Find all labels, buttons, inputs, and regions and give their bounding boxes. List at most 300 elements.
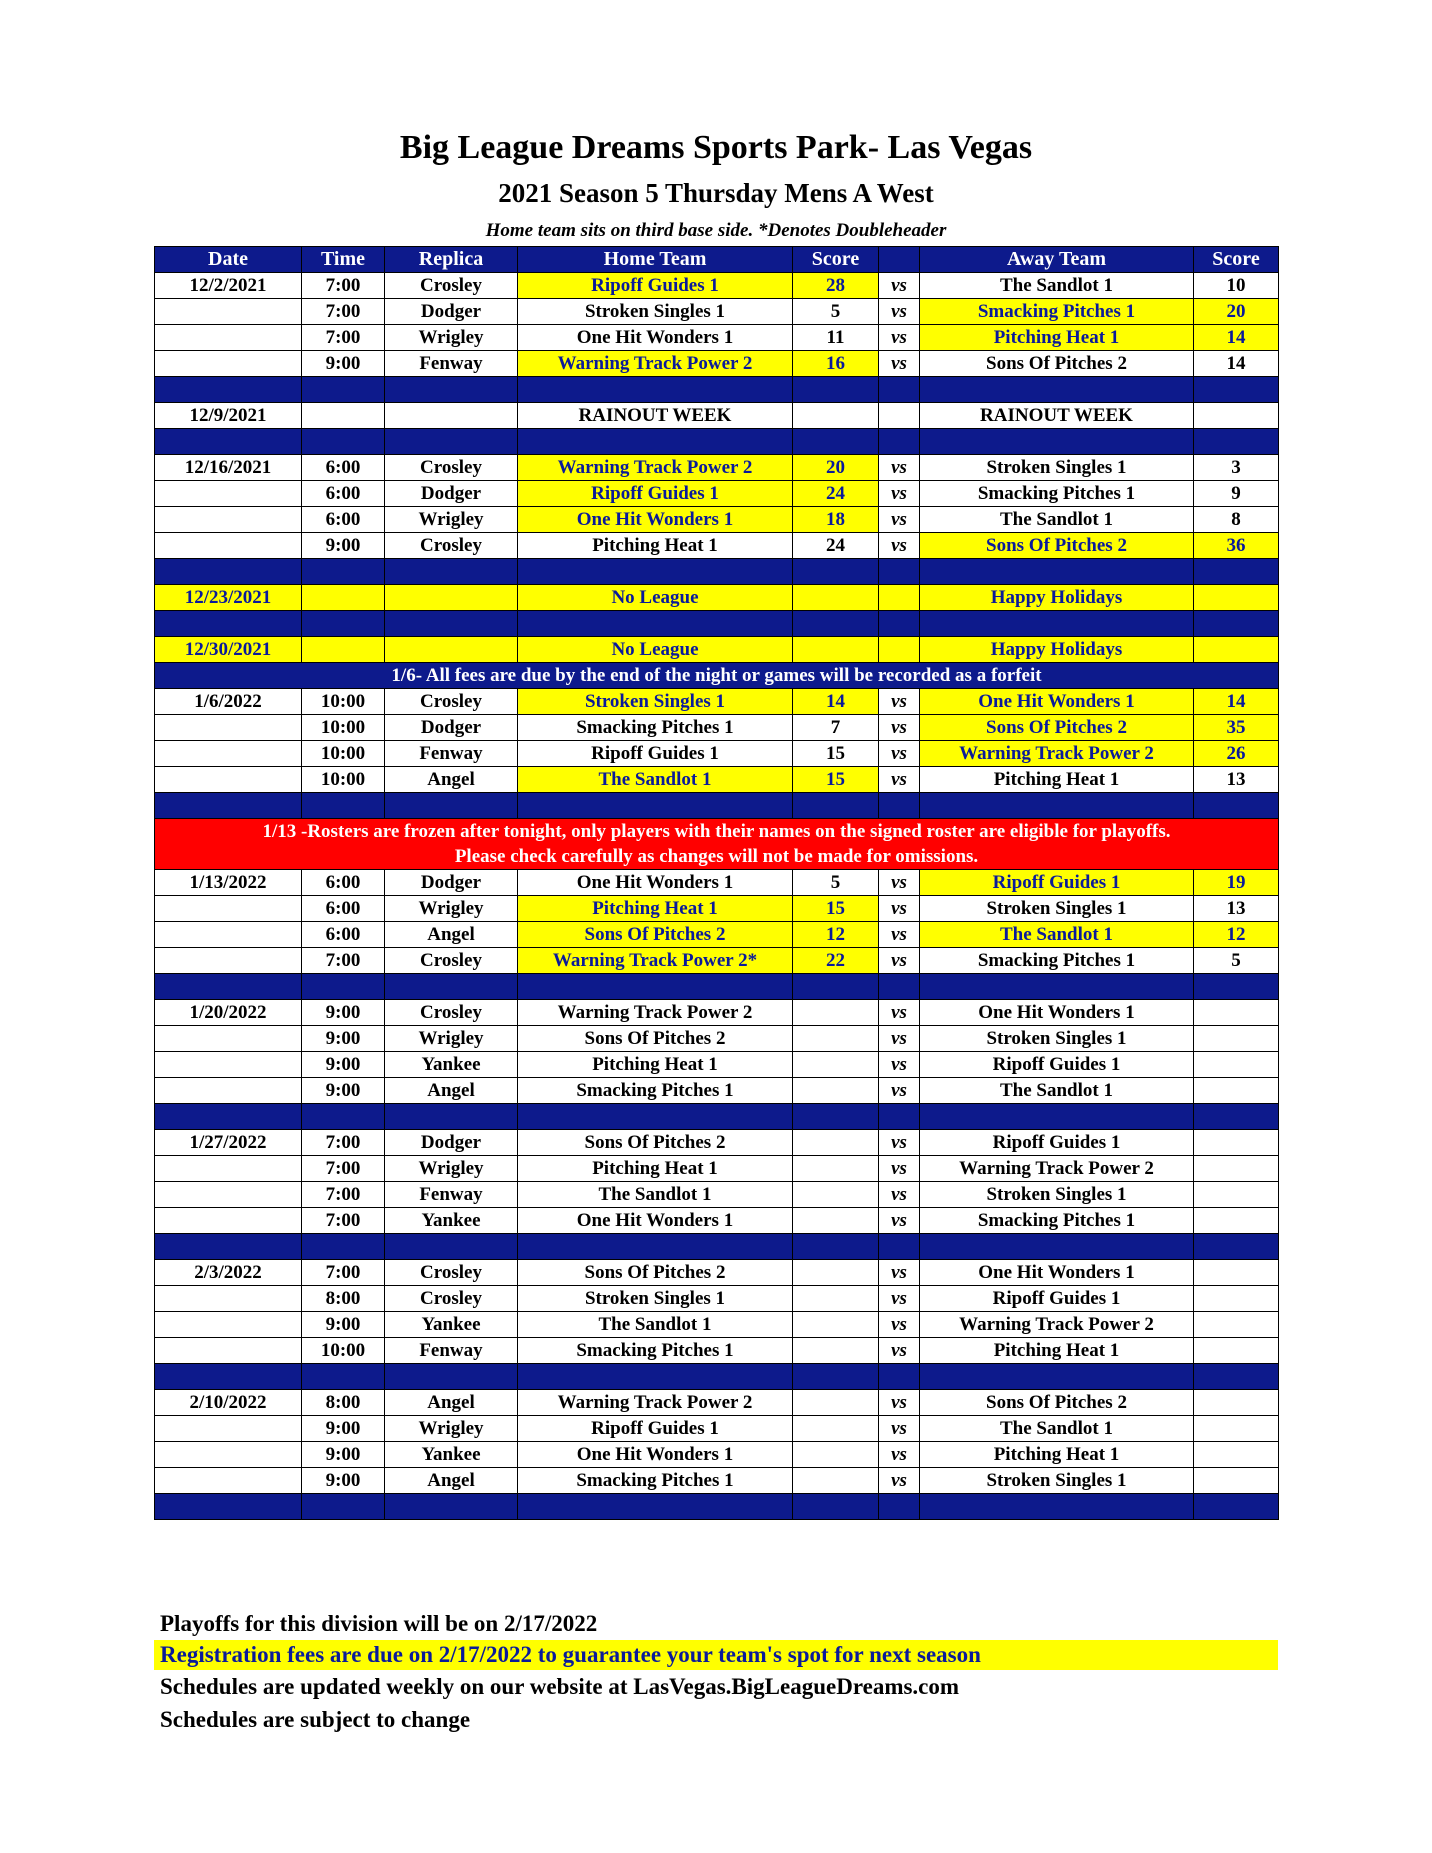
separator-cell — [518, 559, 793, 585]
home-score-cell: 11 — [793, 325, 879, 351]
home-score-cell — [793, 1260, 879, 1286]
replica-cell: Fenway — [385, 351, 518, 377]
time-cell: 6:00 — [302, 870, 385, 896]
away-score-cell: 8 — [1194, 507, 1279, 533]
page-subtitle: 2021 Season 5 Thursday Mens A West — [498, 178, 934, 208]
away-team-cell: Smacking Pitches 1 — [920, 948, 1194, 974]
away-score-cell — [1194, 1416, 1279, 1442]
col-date: Date — [155, 247, 302, 273]
date-cell: 12/2/2021 — [155, 273, 302, 299]
separator-cell — [155, 1364, 302, 1390]
away-score-cell: 26 — [1194, 741, 1279, 767]
away-team-cell: Smacking Pitches 1 — [920, 299, 1194, 325]
date-cell — [155, 922, 302, 948]
game-row — [155, 870, 1279, 896]
away-team-cell: The Sandlot 1 — [920, 507, 1194, 533]
separator-cell — [302, 793, 385, 819]
date-cell — [155, 351, 302, 377]
vs-cell: vs — [879, 507, 920, 533]
change-note: Schedules are subject to change — [160, 1707, 471, 1732]
away-score-cell — [1194, 1182, 1279, 1208]
game-row — [155, 948, 1279, 974]
home-team-cell: Smacking Pitches 1 — [518, 1338, 793, 1364]
away-score-cell: 19 — [1194, 870, 1279, 896]
home-team-cell: The Sandlot 1 — [518, 1312, 793, 1338]
away-team-cell: Pitching Heat 1 — [920, 767, 1194, 793]
vs-cell: vs — [879, 1208, 920, 1234]
separator-cell — [793, 793, 879, 819]
home-team-cell: Smacking Pitches 1 — [518, 715, 793, 741]
time-cell: 10:00 — [302, 767, 385, 793]
separator-cell — [920, 377, 1194, 403]
game-row — [155, 1156, 1279, 1182]
away-team-cell: Stroken Singles 1 — [920, 1182, 1194, 1208]
separator-cell — [920, 1494, 1194, 1520]
separator-cell — [1194, 1234, 1279, 1260]
date-cell: 12/16/2021 — [155, 455, 302, 481]
notice-row — [155, 663, 1279, 689]
separator-row — [155, 974, 1279, 1000]
vs-cell: vs — [879, 351, 920, 377]
replica-cell: Crosley — [385, 689, 518, 715]
date-cell — [155, 1156, 302, 1182]
away-team-cell: Stroken Singles 1 — [920, 455, 1194, 481]
vs-cell: vs — [879, 1442, 920, 1468]
home-score-cell: 5 — [793, 870, 879, 896]
separator-cell — [155, 377, 302, 403]
date-cell: 1/13/2022 — [155, 870, 302, 896]
time-cell: 7:00 — [302, 299, 385, 325]
date-cell — [155, 507, 302, 533]
home-team-cell: The Sandlot 1 — [518, 767, 793, 793]
separator-cell — [302, 974, 385, 1000]
home-team-cell: Sons Of Pitches 2 — [518, 1026, 793, 1052]
vs-cell: vs — [879, 325, 920, 351]
date-cell — [155, 715, 302, 741]
replica-cell: Wrigley — [385, 325, 518, 351]
separator-cell — [155, 559, 302, 585]
away-score-cell: 13 — [1194, 896, 1279, 922]
replica-cell — [385, 403, 518, 429]
replica-cell: Wrigley — [385, 896, 518, 922]
col-home-team: Home Team — [518, 247, 793, 273]
vs-cell: vs — [879, 1156, 920, 1182]
holiday-row — [155, 585, 1279, 611]
date-cell — [155, 481, 302, 507]
separator-cell — [879, 611, 920, 637]
time-cell: 9:00 — [302, 1442, 385, 1468]
roster-alert-row — [155, 819, 1279, 870]
date-cell — [155, 1338, 302, 1364]
separator-cell — [1194, 1494, 1279, 1520]
away-score-cell — [1194, 1468, 1279, 1494]
home-score-cell — [793, 1156, 879, 1182]
separator-cell — [155, 793, 302, 819]
away-score-cell — [1194, 1000, 1279, 1026]
vs-cell: vs — [879, 922, 920, 948]
home-score-cell: 16 — [793, 351, 879, 377]
away-score-cell — [1194, 1156, 1279, 1182]
game-row — [155, 1312, 1279, 1338]
game-row — [155, 1026, 1279, 1052]
separator-cell — [302, 611, 385, 637]
replica-cell: Dodger — [385, 299, 518, 325]
separator-cell — [879, 1494, 920, 1520]
replica-cell: Yankee — [385, 1442, 518, 1468]
schedule-body — [155, 273, 1279, 1520]
replica-cell: Wrigley — [385, 1156, 518, 1182]
time-cell: 10:00 — [302, 715, 385, 741]
game-row — [155, 507, 1279, 533]
date-cell: 12/23/2021 — [155, 585, 302, 611]
separator-cell — [1194, 611, 1279, 637]
away-score-cell — [1194, 1130, 1279, 1156]
separator-row — [155, 559, 1279, 585]
away-team-cell: Sons Of Pitches 2 — [920, 351, 1194, 377]
game-row — [155, 455, 1279, 481]
home-score-cell — [793, 637, 879, 663]
separator-cell — [1194, 429, 1279, 455]
separator-cell — [920, 974, 1194, 1000]
separator-cell — [1194, 1104, 1279, 1130]
game-row — [155, 1078, 1279, 1104]
home-team-cell: Smacking Pitches 1 — [518, 1078, 793, 1104]
home-team-cell: One Hit Wonders 1 — [518, 870, 793, 896]
away-score-cell — [1194, 637, 1279, 663]
home-team-cell: The Sandlot 1 — [518, 1182, 793, 1208]
separator-cell — [518, 793, 793, 819]
vs-cell — [879, 637, 920, 663]
away-team-cell: Sons Of Pitches 2 — [920, 715, 1194, 741]
date-cell — [155, 299, 302, 325]
separator-cell — [920, 611, 1194, 637]
replica-cell: Angel — [385, 1078, 518, 1104]
home-team-cell: One Hit Wonders 1 — [518, 507, 793, 533]
separator-row — [155, 1494, 1279, 1520]
replica-cell: Crosley — [385, 455, 518, 481]
vs-cell: vs — [879, 741, 920, 767]
away-score-cell: 9 — [1194, 481, 1279, 507]
away-team-cell: Warning Track Power 2 — [920, 1312, 1194, 1338]
page-title: Big League Dreams Sports Park- Las Vegas — [399, 129, 1033, 166]
vs-cell: vs — [879, 1182, 920, 1208]
date-cell — [155, 896, 302, 922]
time-cell: 7:00 — [302, 1156, 385, 1182]
away-team-cell: Smacking Pitches 1 — [920, 481, 1194, 507]
away-team-cell: The Sandlot 1 — [920, 922, 1194, 948]
vs-cell: vs — [879, 299, 920, 325]
home-team-cell: Warning Track Power 2 — [518, 1000, 793, 1026]
website-note: Schedules are updated weekly on our website at LasVegas.BigLeagueDreams.com — [160, 1674, 960, 1699]
separator-cell — [793, 1494, 879, 1520]
game-row — [155, 767, 1279, 793]
replica-cell: Crosley — [385, 1000, 518, 1026]
separator-cell — [920, 1104, 1194, 1130]
time-cell: 6:00 — [302, 481, 385, 507]
separator-cell — [518, 1104, 793, 1130]
date-cell — [155, 1416, 302, 1442]
away-team-cell: Warning Track Power 2 — [920, 741, 1194, 767]
date-cell — [155, 948, 302, 974]
away-score-cell — [1194, 1260, 1279, 1286]
home-team-cell: Stroken Singles 1 — [518, 1286, 793, 1312]
separator-cell — [385, 1364, 518, 1390]
separator-cell — [385, 1104, 518, 1130]
vs-cell: vs — [879, 1338, 920, 1364]
game-row — [155, 325, 1279, 351]
separator-cell — [920, 429, 1194, 455]
away-score-cell: 14 — [1194, 351, 1279, 377]
home-score-cell — [793, 1312, 879, 1338]
vs-cell: vs — [879, 715, 920, 741]
away-score-cell — [1194, 1208, 1279, 1234]
home-team-cell: Stroken Singles 1 — [518, 299, 793, 325]
separator-cell — [302, 1494, 385, 1520]
time-cell: 10:00 — [302, 1338, 385, 1364]
time-cell — [302, 585, 385, 611]
game-row — [155, 1286, 1279, 1312]
game-row — [155, 533, 1279, 559]
away-score-cell — [1194, 1078, 1279, 1104]
game-row — [155, 351, 1279, 377]
replica-cell: Crosley — [385, 1260, 518, 1286]
home-score-cell: 15 — [793, 741, 879, 767]
separator-cell — [155, 1104, 302, 1130]
vs-cell: vs — [879, 273, 920, 299]
vs-cell: vs — [879, 533, 920, 559]
away-team-cell: RAINOUT WEEK — [920, 403, 1194, 429]
time-cell: 7:00 — [302, 325, 385, 351]
away-team-cell: The Sandlot 1 — [920, 273, 1194, 299]
away-score-cell: 5 — [1194, 948, 1279, 974]
separator-cell — [793, 429, 879, 455]
home-score-cell: 20 — [793, 455, 879, 481]
away-score-cell — [1194, 1286, 1279, 1312]
away-team-cell: Stroken Singles 1 — [920, 1026, 1194, 1052]
home-score-cell — [793, 1442, 879, 1468]
home-score-cell — [793, 1130, 879, 1156]
home-team-cell: Warning Track Power 2 — [518, 455, 793, 481]
separator-cell — [302, 429, 385, 455]
away-score-cell — [1194, 1312, 1279, 1338]
away-team-cell: Sons Of Pitches 2 — [920, 533, 1194, 559]
separator-row — [155, 429, 1279, 455]
game-row — [155, 1000, 1279, 1026]
home-team-cell: Pitching Heat 1 — [518, 1052, 793, 1078]
separator-cell — [518, 1494, 793, 1520]
separator-cell — [302, 1364, 385, 1390]
replica-cell: Wrigley — [385, 1416, 518, 1442]
time-cell: 9:00 — [302, 351, 385, 377]
separator-cell — [793, 974, 879, 1000]
col-replica: Replica — [385, 247, 518, 273]
vs-cell: vs — [879, 1026, 920, 1052]
home-team-cell: Sons Of Pitches 2 — [518, 922, 793, 948]
date-cell: 12/30/2021 — [155, 637, 302, 663]
home-score-cell — [793, 1468, 879, 1494]
separator-cell — [155, 1234, 302, 1260]
game-row — [155, 1338, 1279, 1364]
home-team-cell: Smacking Pitches 1 — [518, 1468, 793, 1494]
separator-cell — [793, 1234, 879, 1260]
vs-cell: vs — [879, 870, 920, 896]
separator-cell — [793, 559, 879, 585]
roster-alert-line2: Please check carefully as changes will not be made for omissions. — [454, 846, 979, 867]
date-cell — [155, 1026, 302, 1052]
separator-cell — [793, 377, 879, 403]
home-score-cell: 12 — [793, 922, 879, 948]
time-cell — [302, 403, 385, 429]
time-cell: 9:00 — [302, 533, 385, 559]
roster-alert-line1: 1/13 -Rosters are frozen after tonight, only players with their names on the signed roster are eligible for playoffs. — [262, 821, 1171, 842]
home-team-cell: Ripoff Guides 1 — [518, 273, 793, 299]
date-cell — [155, 1442, 302, 1468]
separator-cell — [155, 1494, 302, 1520]
home-score-cell — [793, 585, 879, 611]
vs-cell: vs — [879, 455, 920, 481]
home-team-cell: Sons Of Pitches 2 — [518, 1130, 793, 1156]
separator-cell — [879, 559, 920, 585]
col-vs — [879, 247, 920, 273]
away-score-cell: 36 — [1194, 533, 1279, 559]
separator-cell — [879, 377, 920, 403]
away-score-cell — [1194, 1026, 1279, 1052]
home-team-cell: Pitching Heat 1 — [518, 533, 793, 559]
time-cell: 6:00 — [302, 896, 385, 922]
replica-cell: Fenway — [385, 741, 518, 767]
separator-cell — [518, 377, 793, 403]
vs-cell: vs — [879, 1130, 920, 1156]
separator-cell — [920, 1364, 1194, 1390]
time-cell: 9:00 — [302, 1078, 385, 1104]
vs-cell: vs — [879, 1078, 920, 1104]
separator-cell — [385, 559, 518, 585]
separator-row — [155, 1364, 1279, 1390]
home-team-cell: Sons Of Pitches 2 — [518, 1260, 793, 1286]
away-score-cell: 14 — [1194, 325, 1279, 351]
notice-text: 1/6- All fees are due by the end of the night or games will be recorded as a forfeit — [155, 663, 1279, 689]
replica-cell — [385, 637, 518, 663]
away-score-cell: 20 — [1194, 299, 1279, 325]
date-cell: 2/10/2022 — [155, 1390, 302, 1416]
home-team-cell: Ripoff Guides 1 — [518, 481, 793, 507]
col-time: Time — [302, 247, 385, 273]
away-score-cell — [1194, 403, 1279, 429]
time-cell: 7:00 — [302, 1260, 385, 1286]
away-team-cell: Ripoff Guides 1 — [920, 1286, 1194, 1312]
separator-row — [155, 611, 1279, 637]
roster-alert — [155, 819, 1279, 870]
date-cell: 12/9/2021 — [155, 403, 302, 429]
home-score-cell — [793, 1182, 879, 1208]
replica-cell — [385, 585, 518, 611]
holiday-row — [155, 637, 1279, 663]
replica-cell: Wrigley — [385, 1026, 518, 1052]
col-away-team: Away Team — [920, 247, 1194, 273]
time-cell: 6:00 — [302, 922, 385, 948]
playoffs-note: Playoffs for this division will be on 2/17/2022 — [160, 1611, 598, 1636]
replica-cell: Angel — [385, 1390, 518, 1416]
home-team-cell: Warning Track Power 2* — [518, 948, 793, 974]
separator-cell — [385, 1494, 518, 1520]
game-row — [155, 1442, 1279, 1468]
game-row — [155, 403, 1279, 429]
replica-cell: Dodger — [385, 481, 518, 507]
date-cell — [155, 1078, 302, 1104]
separator-row — [155, 1234, 1279, 1260]
page-note: Home team sits on third base side. *Denotes Doubleheader — [485, 220, 947, 241]
separator-cell — [879, 1104, 920, 1130]
home-team-cell: Pitching Heat 1 — [518, 896, 793, 922]
separator-cell — [793, 611, 879, 637]
away-team-cell: Ripoff Guides 1 — [920, 870, 1194, 896]
away-score-cell: 12 — [1194, 922, 1279, 948]
separator-cell — [1194, 793, 1279, 819]
away-team-cell: Smacking Pitches 1 — [920, 1208, 1194, 1234]
separator-cell — [302, 1234, 385, 1260]
date-cell — [155, 533, 302, 559]
game-row — [155, 1052, 1279, 1078]
date-cell — [155, 1286, 302, 1312]
home-team-cell: RAINOUT WEEK — [518, 403, 793, 429]
time-cell: 7:00 — [302, 948, 385, 974]
time-cell: 9:00 — [302, 1026, 385, 1052]
separator-cell — [793, 1104, 879, 1130]
time-cell: 6:00 — [302, 507, 385, 533]
home-score-cell — [793, 1026, 879, 1052]
home-score-cell: 24 — [793, 481, 879, 507]
home-score-cell — [793, 1078, 879, 1104]
away-team-cell: Pitching Heat 1 — [920, 1338, 1194, 1364]
replica-cell: Dodger — [385, 715, 518, 741]
away-score-cell — [1194, 1052, 1279, 1078]
separator-cell — [385, 429, 518, 455]
replica-cell: Dodger — [385, 1130, 518, 1156]
home-score-cell — [793, 1416, 879, 1442]
separator-cell — [385, 974, 518, 1000]
col-home-score: Score — [793, 247, 879, 273]
game-row — [155, 1468, 1279, 1494]
home-score-cell — [793, 1338, 879, 1364]
vs-cell: vs — [879, 1390, 920, 1416]
date-cell — [155, 1312, 302, 1338]
date-cell — [155, 325, 302, 351]
home-team-cell: Stroken Singles 1 — [518, 689, 793, 715]
game-row — [155, 1416, 1279, 1442]
time-cell: 7:00 — [302, 1208, 385, 1234]
game-row — [155, 741, 1279, 767]
vs-cell: vs — [879, 481, 920, 507]
time-cell: 7:00 — [302, 273, 385, 299]
away-team-cell: Pitching Heat 1 — [920, 325, 1194, 351]
vs-cell: vs — [879, 1468, 920, 1494]
home-team-cell: Ripoff Guides 1 — [518, 1416, 793, 1442]
time-cell: 9:00 — [302, 1468, 385, 1494]
separator-cell — [1194, 974, 1279, 1000]
date-cell — [155, 1468, 302, 1494]
game-row — [155, 922, 1279, 948]
home-score-cell — [793, 1000, 879, 1026]
replica-cell: Angel — [385, 767, 518, 793]
replica-cell: Dodger — [385, 870, 518, 896]
separator-row — [155, 1104, 1279, 1130]
home-score-cell: 22 — [793, 948, 879, 974]
vs-cell — [879, 403, 920, 429]
time-cell: 8:00 — [302, 1390, 385, 1416]
date-cell: 1/20/2022 — [155, 1000, 302, 1026]
separator-cell — [879, 974, 920, 1000]
replica-cell: Fenway — [385, 1182, 518, 1208]
